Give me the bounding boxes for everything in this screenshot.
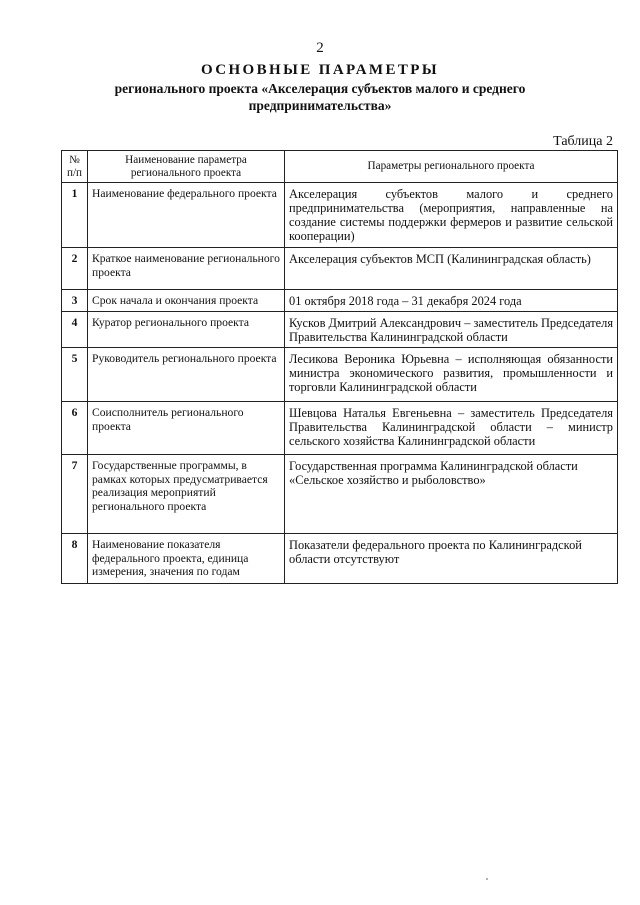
row-param-name: Руководитель регионального проекта <box>88 348 285 402</box>
row-param-value: 01 октября 2018 года – 31 декабря 2024 года <box>285 290 618 312</box>
row-param-name: Наименование показателя федерального проекта, единица измерения, значения по годам <box>88 534 285 584</box>
row-num: 7 <box>62 455 88 534</box>
row-num: 5 <box>62 348 88 402</box>
row-param-name: Краткое наименование регионального проекта <box>88 248 285 290</box>
row-num: 1 <box>62 183 88 248</box>
row-param-value: Акселерация субъектов малого и среднего предпринимательства (мероприятия, направленные на создание системы поддержки фермеров и развитие сельской кооперации) <box>285 183 618 248</box>
table-row <box>62 290 618 312</box>
table-row <box>62 455 618 534</box>
table-header-row <box>62 151 618 183</box>
row-num: 6 <box>62 402 88 455</box>
table-row <box>62 402 618 455</box>
document-subtitle: регионального проекта «Акселерация субъектов малого и среднего предпринимательства» <box>114 81 526 113</box>
scan-speck <box>486 878 488 880</box>
row-param-value: Акселерация субъектов МСП (Калининградская область) <box>285 248 618 290</box>
document-title: ОСНОВНЫЕ ПАРАМЕТРЫ <box>200 62 439 78</box>
row-param-value: Показатели федерального проекта по Калининградской области отсутствуют <box>285 534 618 584</box>
row-num: 3 <box>62 290 88 312</box>
parameters-table <box>61 150 618 584</box>
row-param-name: Государственные программы, в рамках которых предусматривается реализация мероприятий регионального проекта <box>88 455 285 534</box>
table-row <box>62 312 618 348</box>
table-row <box>62 183 618 248</box>
table-row <box>62 348 618 402</box>
page-number: 2 <box>316 40 324 56</box>
row-param-name: Соисполнитель регионального проекта <box>88 402 285 455</box>
header-param-name: Наименование параметра регионального проекта <box>88 151 285 183</box>
row-num: 8 <box>62 534 88 584</box>
table-row <box>62 534 618 584</box>
row-param-value: Шевцова Наталья Евгеньевна – заместитель Председателя Правительства Калининградской области – министр сельского хозяйства Калининградской области <box>285 402 618 455</box>
row-num: 4 <box>62 312 88 348</box>
row-param-value: Государственная программа Калининградской области «Сельское хозяйство и рыболовство» <box>285 455 618 534</box>
row-param-value: Кусков Дмитрий Александрович – заместитель Председателя Правительства Калининградской области <box>285 312 618 348</box>
table-row <box>62 248 618 290</box>
row-num: 2 <box>62 248 88 290</box>
header-param-value: Параметры регионального проекта <box>285 151 618 183</box>
table-label: Таблица 2 <box>553 134 613 149</box>
row-param-name: Срок начала и окончания проекта <box>88 290 285 312</box>
row-param-value: Лесикова Вероника Юрьевна – исполняющая обязанности министра экономического развития, промышленности и торговли Калининградской области <box>285 348 618 402</box>
row-param-name: Куратор регионального проекта <box>88 312 285 348</box>
row-param-name: Наименование федерального проекта <box>88 183 285 248</box>
header-num: № п/п <box>62 151 88 183</box>
